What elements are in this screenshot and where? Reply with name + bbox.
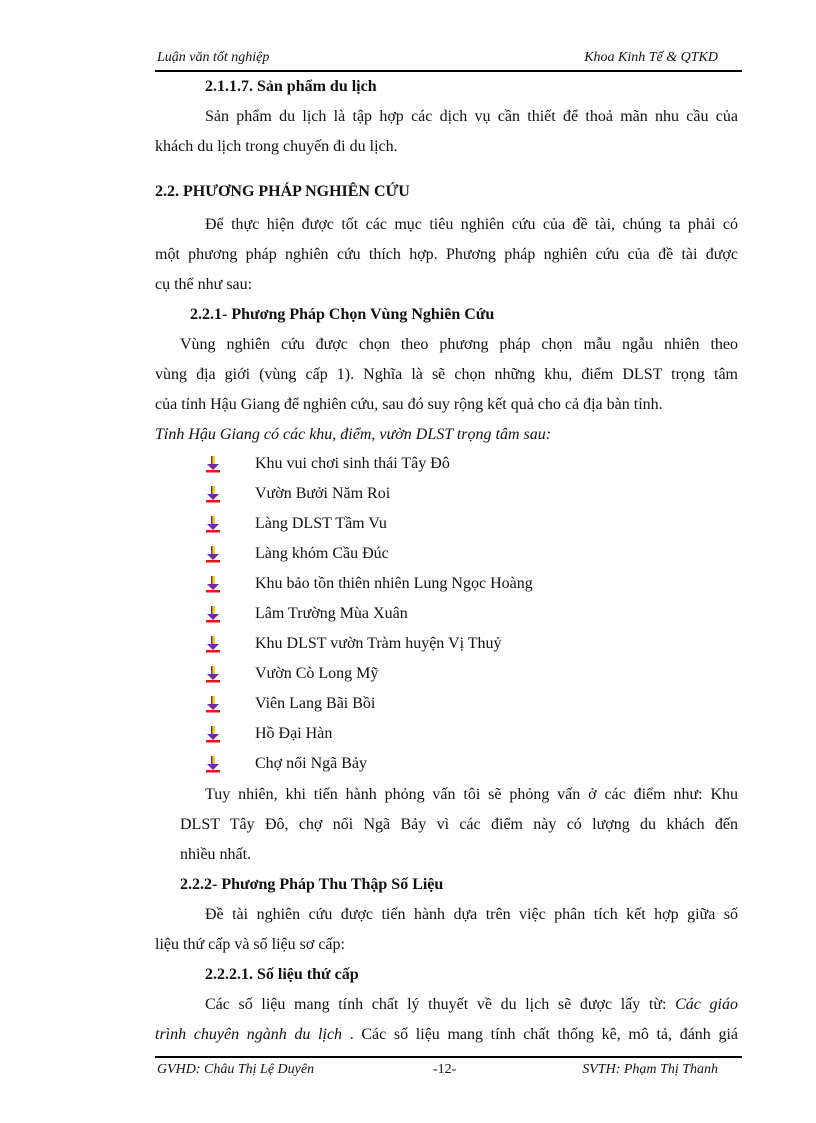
heading-221: 2.2.1- Phương Pháp Chọn Vùng Nghiên Cứu xyxy=(190,306,495,323)
heading-222: 2.2.2- Phương Pháp Thu Thập Số Liệu xyxy=(180,876,444,893)
down-arrow-bullet-icon xyxy=(204,605,222,623)
list-item: Hồ Đại Hàn xyxy=(255,725,333,742)
heading-2221: 2.2.2.1. Số liệu thứ cấp xyxy=(205,966,359,983)
list-item: Khu vui chơi sinh thái Tây Đô xyxy=(255,455,450,472)
down-arrow-bullet-icon xyxy=(204,515,222,533)
text-run: . Các số liệu mang tính chất thống kê, mô tả, đánh giá xyxy=(342,1026,738,1043)
paragraph-line: liệu thứ cấp và số liệu sơ cấp: xyxy=(155,936,345,953)
paragraph-line: Để thực hiện được tốt các mục tiêu nghiên cứu của đề tài, chúng ta phải có xyxy=(205,216,738,233)
heading-22: 2.2. PHƯƠNG PHÁP NGHIÊN CỨU xyxy=(155,183,410,200)
paragraph-line: khách du lịch trong chuyến đi du lịch. xyxy=(155,138,398,155)
paragraph-line xyxy=(155,1025,738,1045)
paragraph-line: DLST Tây Đô, chợ nổi Ngã Bảy vì các điểm này có lượng du khách đến xyxy=(180,816,738,833)
text-run: Các số liệu mang tính chất lý thuyết về du lịch sẽ được lấy từ: xyxy=(205,996,676,1013)
list-item: Vườn Bưởi Năm Roi xyxy=(255,485,391,502)
list-item: Chợ nổi Ngã Bảy xyxy=(255,755,368,772)
list-item: Viên Lang Bãi Bồi xyxy=(255,695,376,712)
heading-2117: 2.1.1.7. Sản phẩm du lịch xyxy=(205,78,377,95)
down-arrow-bullet-icon xyxy=(204,575,222,593)
list-item: Lâm Trường Mùa Xuân xyxy=(255,605,408,622)
paragraph-line: Sản phẩm du lịch là tập hợp các dịch vụ cần thiết để thoả mãn nhu cầu của xyxy=(205,108,738,125)
down-arrow-bullet-icon xyxy=(204,545,222,563)
paragraph-line: vùng địa giới (vùng cấp 1). Nghĩa là sẽ chọn những khu, điểm DLST trọng tâm xyxy=(155,366,738,383)
footer-student: SVTH: Phạm Thị Thanh xyxy=(582,1062,718,1077)
header-right: Khoa Kinh Tế & QTKD xyxy=(584,50,718,65)
text-run-italic: trình chuyên ngành du lịch xyxy=(155,1026,343,1043)
list-item: Làng khóm Cầu Đúc xyxy=(255,545,389,562)
list-item: Khu DLST vườn Tràm huyện Vị Thuỷ xyxy=(255,635,502,652)
list-item: Khu bảo tồn thiên nhiên Lung Ngọc Hoàng xyxy=(255,575,533,592)
page-number: -12- xyxy=(433,1062,457,1077)
page-footer xyxy=(155,1056,742,1080)
paragraph-line: của tỉnh Hậu Giang để nghiên cứu, sau đó suy rộng kết quả cho cả địa bàn tỉnh. xyxy=(155,396,663,413)
header-left: Luận văn tốt nghiệp xyxy=(157,50,270,65)
page-header xyxy=(155,48,742,72)
paragraph-line: cụ thể như sau: xyxy=(155,276,253,293)
paragraph-line xyxy=(205,995,738,1015)
text-run-italic: Các giáo xyxy=(675,996,738,1013)
down-arrow-bullet-icon xyxy=(204,455,222,473)
list-item: Vườn Cò Long Mỹ xyxy=(255,665,379,682)
footer-advisor: GVHD: Châu Thị Lệ Duyên xyxy=(157,1062,315,1077)
paragraph-line: một phương pháp nghiên cứu thích hợp. Phương pháp nghiên cứu của đề tài được xyxy=(155,246,738,263)
down-arrow-bullet-icon xyxy=(204,755,222,773)
down-arrow-bullet-icon xyxy=(204,695,222,713)
down-arrow-bullet-icon xyxy=(204,665,222,683)
list-item: Làng DLST Tầm Vu xyxy=(255,515,387,532)
paragraph-line: nhiều nhất. xyxy=(180,846,252,863)
paragraph-line: Vùng nghiên cứu được chọn theo phương pháp chọn mẫu ngẫu nhiên theo xyxy=(180,336,738,353)
paragraph-line: Tỉnh Hậu Giang có các khu, điểm, vườn DLST trọng tâm sau: xyxy=(155,426,552,443)
down-arrow-bullet-icon xyxy=(204,725,222,743)
paragraph-line: Đề tài nghiên cứu được tiến hành dựa trên việc phân tích kết hợp giữa số xyxy=(205,906,738,923)
paragraph-line: Tuy nhiên, khi tiến hành phỏng vấn tôi sẽ phỏng vấn ở các điểm như: Khu xyxy=(205,786,738,803)
down-arrow-bullet-icon xyxy=(204,485,222,503)
down-arrow-bullet-icon xyxy=(204,635,222,653)
